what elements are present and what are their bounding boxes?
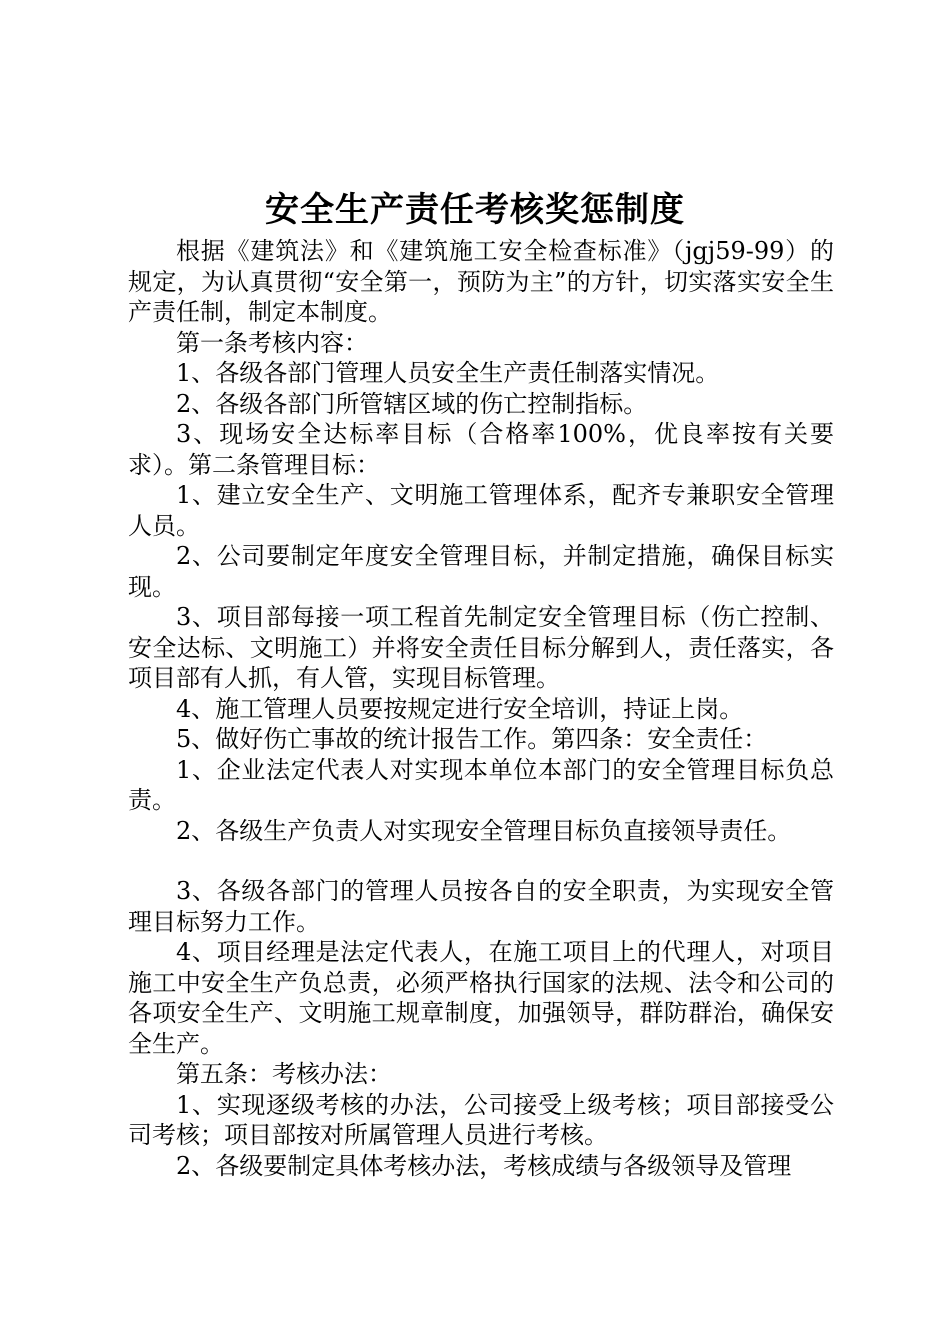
- paragraph-article-4-item-2: 2、各级生产负责人对实现安全管理目标负直接领导责任。: [176, 816, 792, 845]
- paragraph-article-1-item-3: 3、现场安全达标率目标（合格率100%，优良率按有关要求）。第二条管理目标：: [128, 420, 834, 479]
- paragraph-article-2-item-4: 4、施工管理人员要按规定进行安全培训，持证上岗。: [176, 694, 744, 723]
- paragraph-intro: 根据《建筑法》和《建筑施工安全检查标准》（jgj59-99）的规定，为认真贯彻“安全第一，预防为主”的方针，切实落实安全生产责任制，制定本制度。: [128, 237, 834, 326]
- paragraph-article-4-item-3: 3、各级各部门的管理人员按各自的安全职责，为实现安全管理目标努力工作。: [128, 877, 834, 936]
- paragraph-article-5-item-1: 1、实现逐级考核的办法，公司接受上级考核；项目部接受公司考核；项目部按对所属管理人员进行考核。: [128, 1090, 834, 1149]
- paragraph-article-4-item-4: 4、项目经理是法定代表人，在施工项目上的代理人，对项目施工中安全生产负总责，必须严格执行国家的法规、法令和公司的各项安全生产、文明施工规章制度，加强领导，群防群治，确保安全生产。: [128, 938, 834, 1058]
- paragraph-article-2-item-2: 2、公司要制定年度安全管理目标，并制定措施，确保目标实现。: [128, 542, 834, 601]
- paragraph-article-1-heading: 第一条考核内容：: [176, 328, 368, 357]
- paragraph-article-1-item-2: 2、各级各部门所管辖区域的伤亡控制指标。: [176, 389, 648, 418]
- paragraph-gap: [128, 846, 834, 876]
- paragraph-article-5-heading: 第五条：考核办法：: [176, 1060, 392, 1088]
- document-body: [128, 236, 834, 1181]
- paragraph-article-2-item-3: 3、项目部每接一项工程首先制定安全管理目标（伤亡控制、安全达标、文明施工）并将安全责任目标分解到人，责任落实，各项目部有人抓，有人管，实现目标管理。: [128, 603, 834, 692]
- document-title: 安全生产责任考核奖惩制度: [265, 190, 685, 230]
- paragraph-article-4-item-1: 1、企业法定代表人对实现本单位本部门的安全管理目标负总责。: [128, 755, 834, 814]
- paragraph-article-2-item-5: 5、做好伤亡事故的统计报告工作。第四条：安全责任：: [176, 725, 768, 753]
- paragraph-article-5-item-2: 2、各级要制定具体考核办法，考核成绩与各级领导及管理: [176, 1151, 792, 1180]
- paragraph-article-1-item-1: 1、各级各部门管理人员安全生产责任制落实情况。: [176, 359, 720, 387]
- paragraph-article-2-item-1: 1、建立安全生产、文明施工管理体系，配齐专兼职安全管理人员。: [128, 481, 834, 540]
